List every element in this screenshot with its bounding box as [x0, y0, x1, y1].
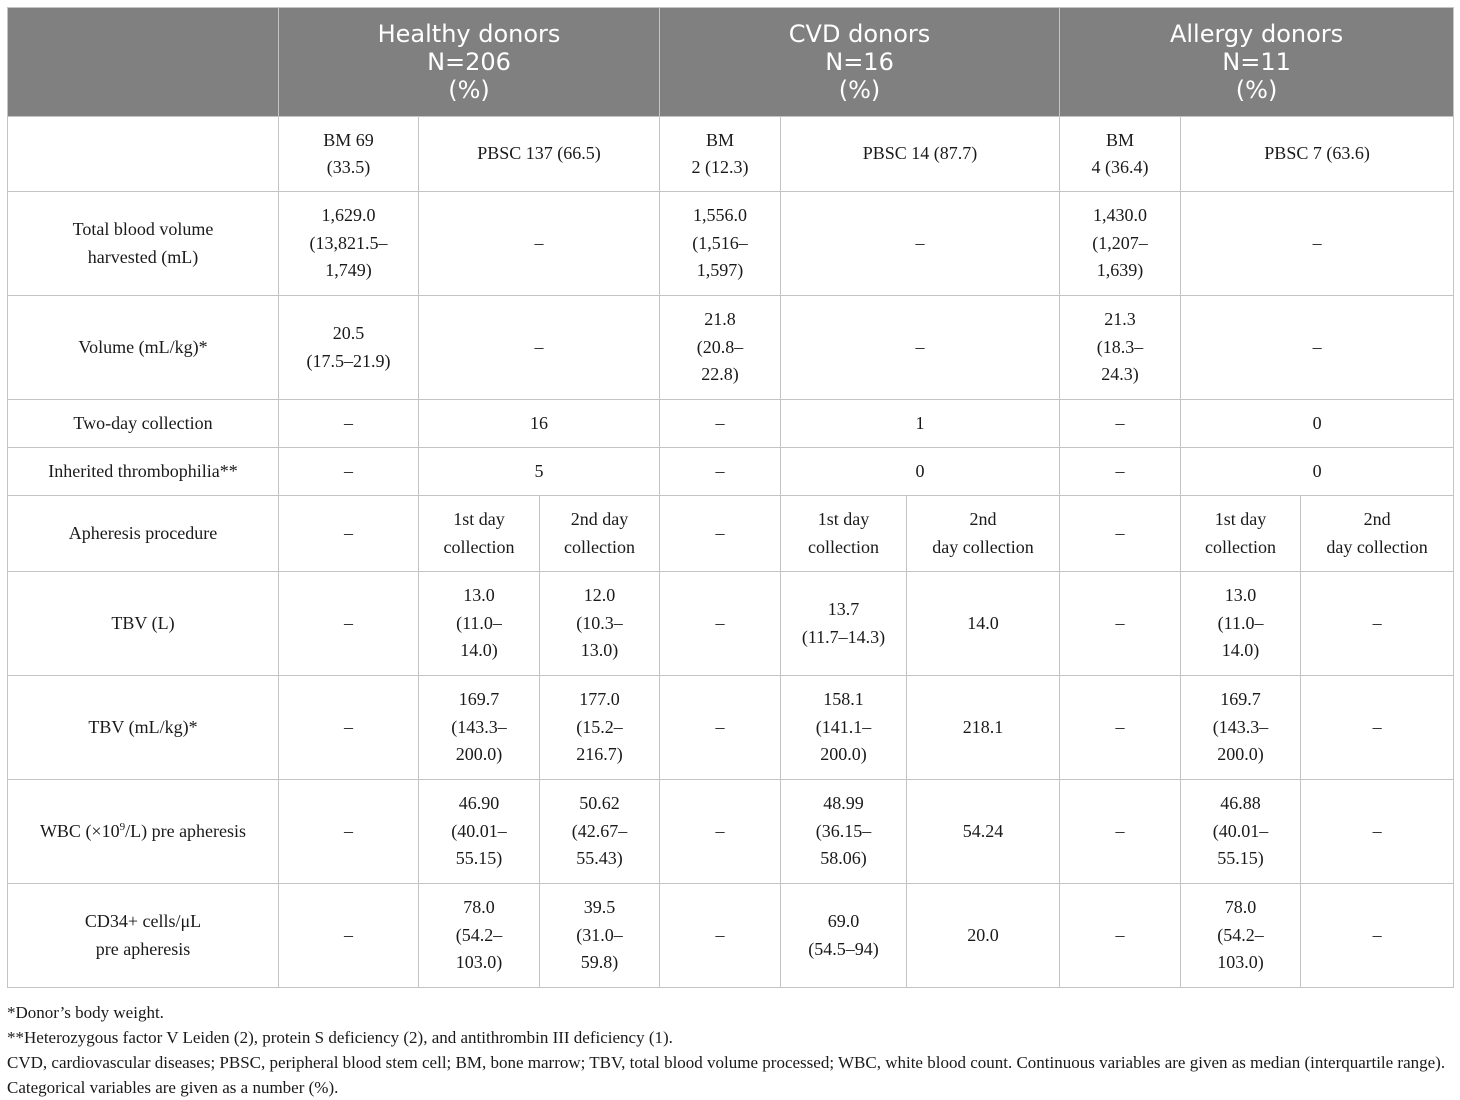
cell-healthy-bm: – — [279, 448, 419, 496]
cell-allergy-bm: – — [1060, 676, 1181, 780]
cell-healthy-day2: 12.0 (10.3– 13.0) — [540, 572, 660, 676]
cell-allergy-day2: – — [1301, 780, 1454, 884]
row-label-inherited-thrombophilia: Inherited thrombophilia** — [8, 448, 279, 496]
cell-cvd-day2: 218.1 — [907, 676, 1060, 780]
table-row — [8, 884, 1454, 988]
cell-cvd-day1: 1st day collection — [781, 496, 907, 572]
row-label-tbv-l: TBV (L) — [8, 572, 279, 676]
table-row — [8, 496, 1454, 572]
cell-cvd-day1: 48.99 (36.15– 58.06) — [781, 780, 907, 884]
table-row — [8, 780, 1454, 884]
cell-allergy-bm: – — [1060, 448, 1181, 496]
row-label-total-blood-volume: Total blood volume harvested (mL) — [8, 192, 279, 296]
cell-cvd-pbsc: – — [781, 296, 1060, 400]
subheader-row — [8, 117, 1454, 192]
cell-healthy-day2: 50.62 (42.67– 55.43) — [540, 780, 660, 884]
cell-cvd-bm: – — [660, 496, 781, 572]
cell-healthy-day1: 169.7 (143.3– 200.0) — [419, 676, 540, 780]
cell-allergy-day2: – — [1301, 884, 1454, 988]
cell-cvd-pbsc: 0 — [781, 448, 1060, 496]
table-row — [8, 448, 1454, 496]
subheader-cvd-bm: BM 2 (12.3) — [660, 117, 781, 192]
table-footnotes — [7, 1000, 1453, 1100]
row-label-cd34: CD34+ cells/μL pre apheresis — [8, 884, 279, 988]
cell-healthy-day2: 39.5 (31.0– 59.8) — [540, 884, 660, 988]
row-label-two-day-collection: Two-day collection — [8, 400, 279, 448]
footnote-body-weight: *Donor’s body weight. — [7, 1003, 164, 1022]
table-row — [8, 296, 1454, 400]
cell-healthy-bm: – — [279, 780, 419, 884]
cell-allergy-day1: 1st day collection — [1181, 496, 1301, 572]
table-page — [7, 7, 1453, 1100]
row-label-apheresis-procedure: Apheresis procedure — [8, 496, 279, 572]
cell-healthy-pbsc: – — [419, 192, 660, 296]
header-row — [8, 8, 1454, 117]
cell-cvd-day1: 69.0 (54.5–94) — [781, 884, 907, 988]
cell-allergy-day2: – — [1301, 572, 1454, 676]
cell-cvd-bm: – — [660, 448, 781, 496]
cell-allergy-bm: 1,430.0 (1,207– 1,639) — [1060, 192, 1181, 296]
cell-healthy-day2: 2nd day collection — [540, 496, 660, 572]
subheader-healthy-pbsc: PBSC 137 (66.5) — [419, 117, 660, 192]
cell-healthy-bm: – — [279, 572, 419, 676]
cell-cvd-bm: – — [660, 884, 781, 988]
header-allergy-donors: Allergy donors N=11 (%) — [1060, 8, 1454, 117]
cell-allergy-bm: – — [1060, 400, 1181, 448]
subheader-allergy-pbsc: PBSC 7 (63.6) — [1181, 117, 1454, 192]
cell-allergy-bm: – — [1060, 496, 1181, 572]
cell-cvd-bm: 1,556.0 (1,516– 1,597) — [660, 192, 781, 296]
donor-characteristics-table — [7, 7, 1454, 988]
header-cvd-donors: CVD donors N=16 (%) — [660, 8, 1060, 117]
cell-healthy-bm: – — [279, 400, 419, 448]
cell-allergy-day1: 46.88 (40.01– 55.15) — [1181, 780, 1301, 884]
cell-healthy-day2: 177.0 (15.2– 216.7) — [540, 676, 660, 780]
cell-healthy-pbsc: – — [419, 296, 660, 400]
cell-healthy-pbsc: 5 — [419, 448, 660, 496]
cell-allergy-bm: – — [1060, 884, 1181, 988]
cell-allergy-day2: – — [1301, 676, 1454, 780]
cell-cvd-pbsc: – — [781, 192, 1060, 296]
cell-cvd-day1: 13.7 (11.7–14.3) — [781, 572, 907, 676]
cell-cvd-bm: 21.8 (20.8– 22.8) — [660, 296, 781, 400]
cell-cvd-bm: – — [660, 676, 781, 780]
cell-allergy-day1: 169.7 (143.3– 200.0) — [1181, 676, 1301, 780]
table-row — [8, 400, 1454, 448]
cell-cvd-bm: – — [660, 780, 781, 884]
cell-allergy-pbsc: – — [1181, 296, 1454, 400]
cell-healthy-day1: 13.0 (11.0– 14.0) — [419, 572, 540, 676]
cell-healthy-day1: 1st day collection — [419, 496, 540, 572]
row-label-tbv-mlkg: TBV (mL/kg)* — [8, 676, 279, 780]
footnote-thrombophilia: **Heterozygous factor V Leiden (2), protein S deficiency (2), and antithrombin III deficiency (1). — [7, 1028, 673, 1047]
cell-allergy-bm: – — [1060, 780, 1181, 884]
subheader-cvd-pbsc: PBSC 14 (87.7) — [781, 117, 1060, 192]
table-row — [8, 192, 1454, 296]
footnote-abbreviations: CVD, cardiovascular diseases; PBSC, peripheral blood stem cell; BM, bone marrow; TBV, total blood volume processed; WBC, white blood count. Continuous variables are given as median (interquartile range). Categorical variables are given as a number (%). — [7, 1053, 1446, 1097]
header-blank-cell — [8, 8, 279, 117]
cell-allergy-bm: – — [1060, 572, 1181, 676]
cell-cvd-bm: – — [660, 572, 781, 676]
cell-healthy-day1: 78.0 (54.2– 103.0) — [419, 884, 540, 988]
row-label-wbc: WBC $(\times 10^9/L)$ pre apheresis — [8, 780, 279, 884]
cell-healthy-bm: 20.5 (17.5–21.9) — [279, 296, 419, 400]
cell-healthy-bm: – — [279, 496, 419, 572]
cell-healthy-pbsc: 16 — [419, 400, 660, 448]
cell-cvd-day2: 14.0 — [907, 572, 1060, 676]
cell-allergy-pbsc: – — [1181, 192, 1454, 296]
table-row — [8, 572, 1454, 676]
cell-cvd-day2: 20.0 — [907, 884, 1060, 988]
cell-allergy-pbsc: 0 — [1181, 400, 1454, 448]
cell-healthy-bm: 1,629.0 (13,821.5– 1,749) — [279, 192, 419, 296]
table-row — [8, 676, 1454, 780]
cell-cvd-day2: 54.24 — [907, 780, 1060, 884]
cell-cvd-bm: – — [660, 400, 781, 448]
cell-allergy-day1: 13.0 (11.0– 14.0) — [1181, 572, 1301, 676]
cell-cvd-day1: 158.1 (141.1– 200.0) — [781, 676, 907, 780]
cell-healthy-bm: – — [279, 676, 419, 780]
cell-healthy-bm: – — [279, 884, 419, 988]
header-healthy-donors: Healthy donors N=206 (%) — [279, 8, 660, 117]
subheader-blank-cell — [8, 117, 279, 192]
cell-cvd-pbsc: 1 — [781, 400, 1060, 448]
cell-healthy-day1: 46.90 (40.01– 55.15) — [419, 780, 540, 884]
cell-allergy-day1: 78.0 (54.2– 103.0) — [1181, 884, 1301, 988]
cell-allergy-pbsc: 0 — [1181, 448, 1454, 496]
subheader-healthy-bm: BM 69 (33.5) — [279, 117, 419, 192]
cell-allergy-bm: 21.3 (18.3– 24.3) — [1060, 296, 1181, 400]
cell-cvd-day2: 2nd day collection — [907, 496, 1060, 572]
subheader-allergy-bm: BM 4 (36.4) — [1060, 117, 1181, 192]
row-label-volume: Volume (mL/kg)* — [8, 296, 279, 400]
cell-allergy-day2: 2nd day collection — [1301, 496, 1454, 572]
